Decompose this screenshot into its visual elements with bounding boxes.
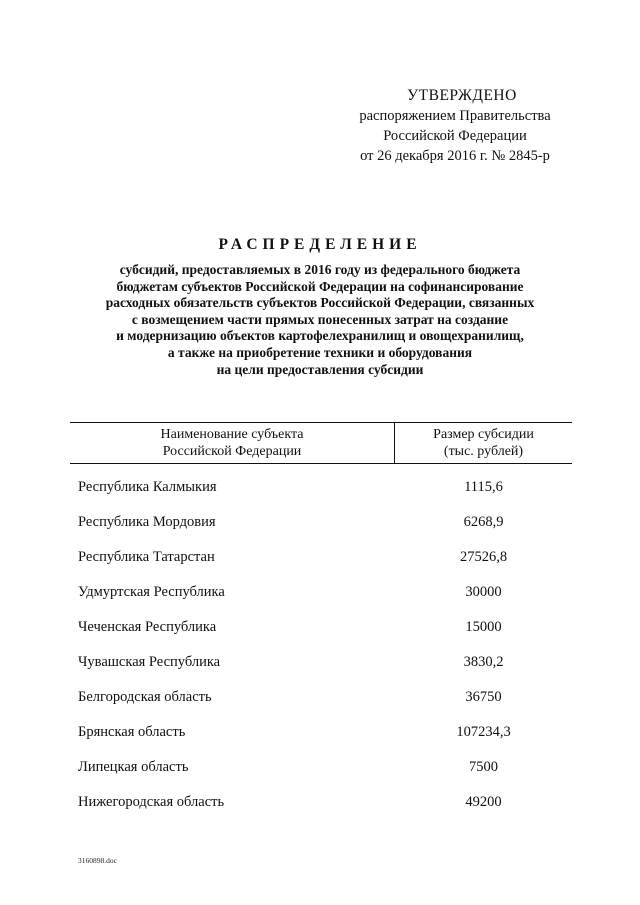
row-region: Белгородская область xyxy=(78,689,212,705)
row-region: Брянская область xyxy=(78,724,186,740)
table-row xyxy=(70,610,572,645)
row-amount: 107234,3 xyxy=(456,724,511,740)
row-region: Республика Мордовия xyxy=(78,514,216,530)
table-row xyxy=(70,785,572,820)
row-region: Чувашская Республика xyxy=(78,654,221,670)
approval-block xyxy=(330,86,580,166)
row-region: Липецкая область xyxy=(78,759,189,775)
row-region: Чеченская Республика xyxy=(78,619,217,635)
approval-heading: УТВЕРЖДЕНО xyxy=(407,87,517,104)
row-region: Республика Калмыкия xyxy=(78,479,217,495)
subtitle-line: на цели предоставления субсидии xyxy=(216,361,424,377)
table-row xyxy=(70,575,572,610)
subtitle-line: а также на приобретение техники и оборудования xyxy=(167,344,473,360)
subtitle-line: с возмещением части прямых понесенных затрат на создание xyxy=(131,311,509,327)
row-region: Удмуртская Республика xyxy=(78,584,225,600)
row-amount: 30000 xyxy=(465,584,502,600)
file-reference: 3160898.doc xyxy=(78,856,117,865)
document-title: РАСПРЕДЕЛЕНИЕ xyxy=(218,236,422,253)
header-subsidy-amount xyxy=(395,423,572,463)
table-row xyxy=(70,540,572,575)
row-region: Нижегородская область xyxy=(78,794,225,810)
row-amount: 49200 xyxy=(465,794,502,810)
row-amount: 6268,9 xyxy=(463,514,504,530)
table-row xyxy=(70,645,572,680)
table-row xyxy=(70,750,572,785)
subsidy-table xyxy=(70,422,572,810)
subtitle-line: расходных обязательств субъектов Российской Федерации, связанных xyxy=(105,295,535,311)
subtitle-line: субсидий, предоставляемых в 2016 году из федерального бюджета xyxy=(119,262,521,277)
header-amount-line-1: Размер субсидии xyxy=(433,427,534,442)
row-amount: 3830,2 xyxy=(463,654,504,670)
table-body xyxy=(70,470,572,820)
approval-line-1: распоряжением Правительства xyxy=(359,108,551,124)
row-amount: 36750 xyxy=(465,689,502,705)
header-region-line-2: Российской Федерации xyxy=(162,444,302,459)
row-amount: 1115,6 xyxy=(464,479,503,495)
approval-line-2: Российской Федерации xyxy=(383,128,527,144)
subtitle-line: и модернизацию объектов картофелехранилищ и овощехранилищ, xyxy=(116,328,524,344)
header-region-line-1: Наименование субъекта xyxy=(160,427,304,442)
table-row xyxy=(70,505,572,540)
header-amount-line-2: (тыс. рублей) xyxy=(443,444,524,459)
document-subtitle xyxy=(60,262,580,378)
approval-line-3: от 26 декабря 2016 г. № 2845-р xyxy=(360,148,550,164)
table-row xyxy=(70,470,572,505)
row-amount: 7500 xyxy=(469,759,498,775)
header-region-name xyxy=(70,423,395,463)
row-region: Республика Татарстан xyxy=(78,549,215,565)
table-row xyxy=(70,715,572,750)
table-row xyxy=(70,680,572,715)
row-amount: 27526,8 xyxy=(459,549,508,565)
row-amount: 15000 xyxy=(465,619,502,635)
table-header xyxy=(70,422,572,464)
subtitle-line: бюджетам субъектов Российской Федерации на софинансирование xyxy=(116,278,524,294)
